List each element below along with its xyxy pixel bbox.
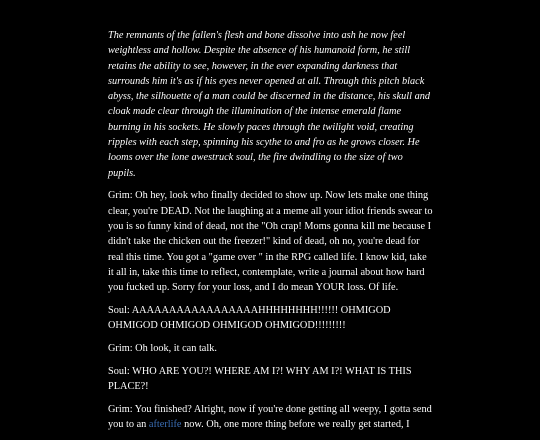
story-text	[108, 28, 433, 440]
soul-dialogue-2: Soul: WHO ARE YOU?! WHERE AM I?! WHY AM I?! WHAT IS THIS PLACE?!	[108, 365, 412, 393]
grim-dialogue-3	[108, 402, 433, 433]
soul-dialogue-1: Soul: AAAAAAAAAAAAAAAAAHHHHHHHH!!!!!! OHMIGOD OHMIGOD OHMIGOD OHMIGOD OHMIGOD!!!!!!!!!	[108, 305, 391, 332]
grim-dialogue-2: Grim: Oh look, it can talk.	[108, 343, 217, 355]
afterlife-link[interactable]: afterlife	[148, 419, 182, 431]
grim-dialogue-1: Grim: Oh hey, look who finally decided to show up. Now lets make one thing clear, you're DEAD. Not the laughing at a meme all your idiot friends swear to you is so funny kind of dead, not the "Oh crap! Moms gonna kill me because I didn't take the chicken out the freezer!" kind of dead, oh no, you're dead for real this time. You got a "game over " in the RPG called life. I know kid, take it all in, take this time to reflect, contemplate, write a journal about how hard you fucked up. Sorry for your loss, and I do mean YOUR loss. Of life.	[108, 190, 433, 294]
grim-dialogue-3-end: now. Oh, one more thing before we really get started, I	[181, 419, 410, 431]
narration-paragraph: The remnants of the fallen's flesh and bone dissolve into ash he now feel weightless and hollow. Despite the absence of his humanoid form, he still retains the ability to see, however, in the ever expanding darkness that surrounds him it's as if his eyes never opened at all. Through this pitch black abyss, the silhouette of a man could be discerned in the distance, his skull and cloak made clear through the illumination of the intense emerald flame burning in his sockets. He slowly paces through the twilight void, creating ripples with each step, spinning his scythe to and fro as he grows closer. He looms over the lone awestruck soul, the fire dwindling to the size of two pupils.	[108, 30, 431, 179]
grim-dialogue-3-start: Grim: You finished? Alright, now if you're done getting all weepy, I gotta send you to an	[108, 404, 432, 431]
